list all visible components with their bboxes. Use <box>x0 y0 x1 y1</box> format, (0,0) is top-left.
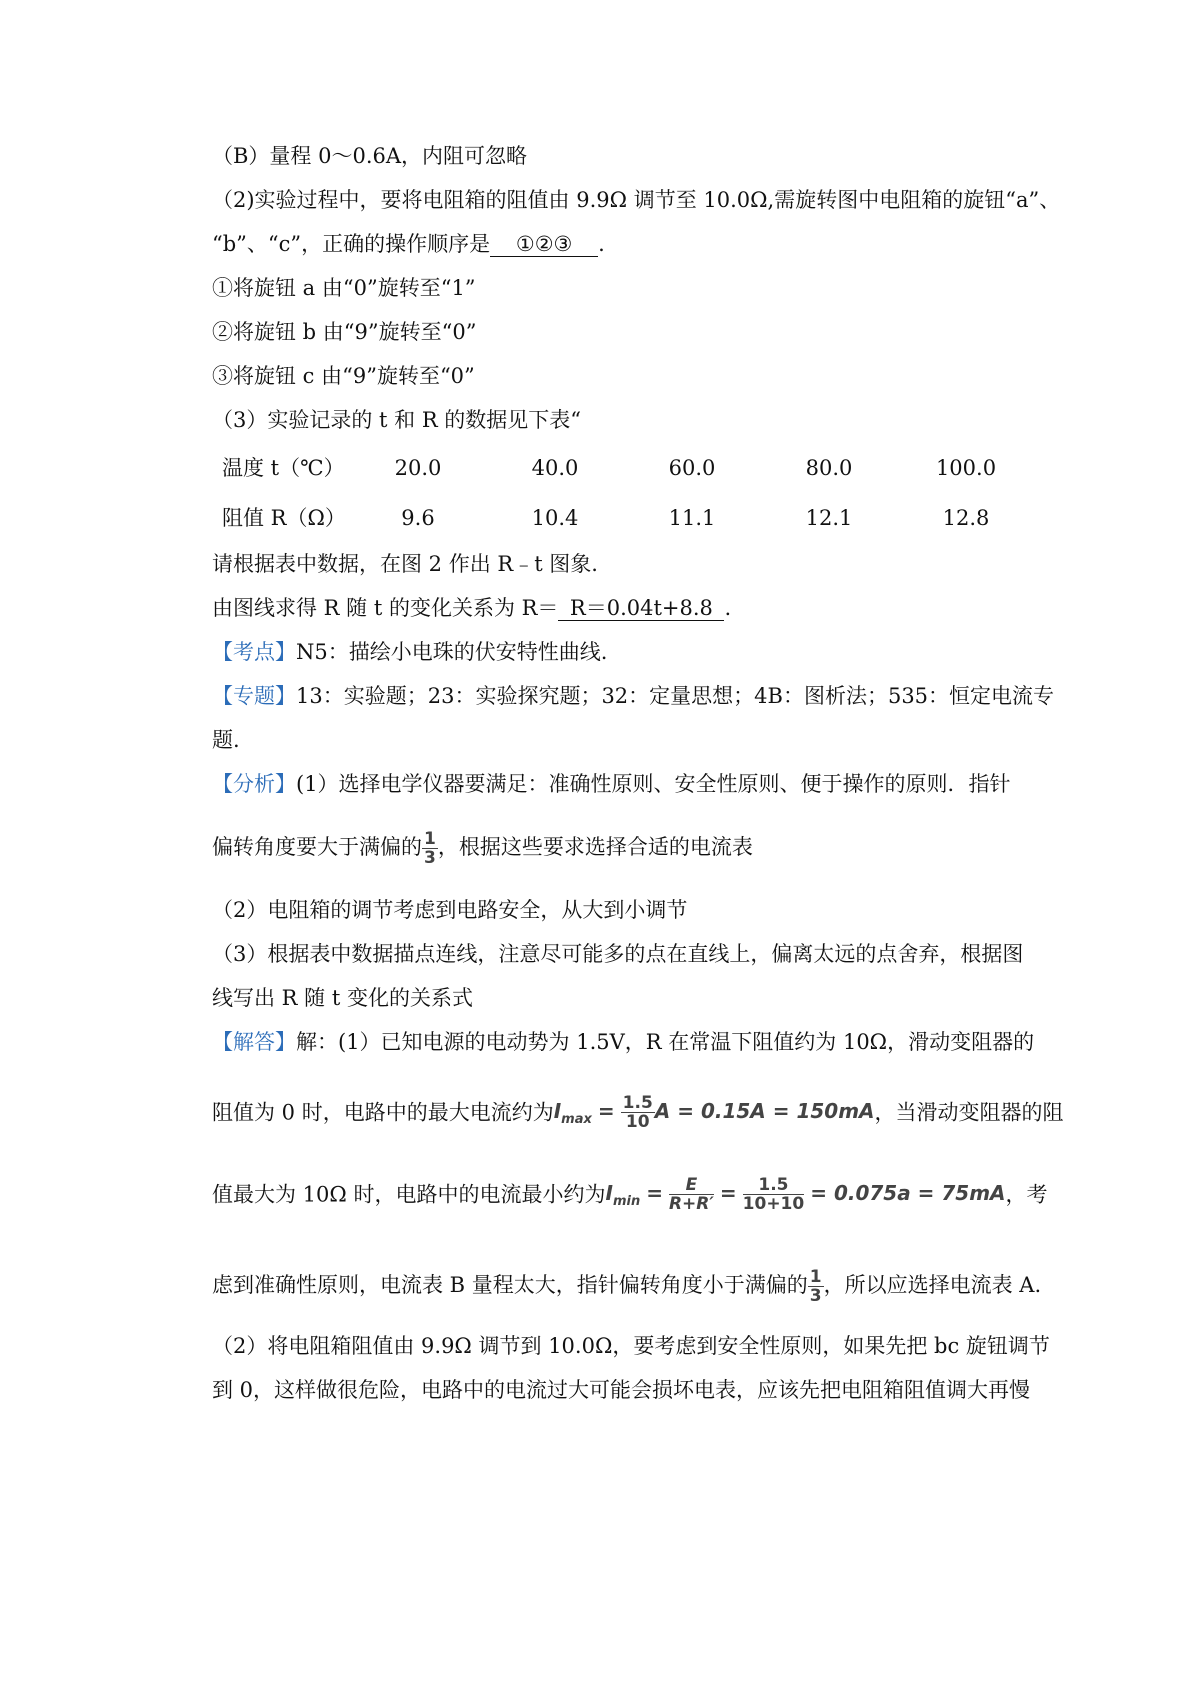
fraction-imin: $\frac{1.5}{10+10}$ <box>742 1175 805 1214</box>
table-cell: 12.1 <box>805 506 853 530</box>
formula-imax: $I_{max}$ = $\frac{1.5}{10}$ A = 0.15A = 150mA <box>553 1093 875 1132</box>
relation-prefix: 由图线求得 R 随 t 的变化关系为 R＝ <box>212 596 559 620</box>
fenxi-line-2 <box>212 830 753 867</box>
table-cell: 11.1 <box>668 506 716 530</box>
fenxi-text: (1）选择电学仪器要满足：准确性原则、安全性原则、便于操作的原则．指针 <box>296 772 1011 796</box>
zhuanti-line <box>212 682 1054 710</box>
jieda-text-3-prefix: 值最大为 10Ω 时，电路中的电流最小约为 <box>212 1182 606 1207</box>
jieda-text-3-suffix: ，考 <box>1005 1182 1048 1207</box>
fenxi-text-2-suffix: ，根据这些要求选择合适的电流表 <box>437 835 753 859</box>
kaodian-line <box>212 638 607 666</box>
table-cell: 40.0 <box>531 456 579 480</box>
question-2-answer-line <box>212 230 605 258</box>
step-1-line: ①将旋钮 a 由“0”旋转至“1” <box>212 276 476 300</box>
zhuanti-tag: 【专题】 <box>212 684 296 708</box>
relation-answer-line <box>212 594 731 622</box>
jieda-line-4 <box>212 1268 1041 1305</box>
step-2-line: ②将旋钮 b 由“9”旋转至“0” <box>212 320 477 344</box>
formula-imin: $I_{min}$ = $\frac{E}{R+R'}$ = $\frac{1.5}{10+10}$ = 0.075a = 75mA <box>605 1175 1006 1214</box>
jieda-text-4-prefix: 虑到准确性原则，电流表 B 量程太大，指针偏转角度小于满偏的 <box>212 1273 808 1297</box>
fraction-e-over-r: $\frac{E}{R+R'}$ <box>668 1175 714 1214</box>
fenxi-line-3: （2）电阻箱的调节考虑到电路安全，从大到小调节 <box>212 898 688 922</box>
jieda-line-6: 到 0，这样做很危险，电路中的电流过大可能会损坏电表，应该先把电阻箱阻值调大再慢 <box>212 1378 1031 1402</box>
table-cell: 20.0 <box>394 456 442 480</box>
kaodian-tag: 【考点】 <box>212 640 296 664</box>
fenxi-line <box>212 770 1011 798</box>
table-cell: 80.0 <box>805 456 853 480</box>
answer-prefix: “b”、“c”，正确的操作顺序是 <box>212 232 491 256</box>
jieda-line-2 <box>212 1094 1064 1134</box>
step-3-line: ③将旋钮 c 由“9”旋转至“0” <box>212 364 475 388</box>
kaodian-text: N5：描绘小电珠的伏安特性曲线. <box>296 640 608 664</box>
table-cell: 12.8 <box>942 506 990 530</box>
jieda-line <box>212 1028 1034 1056</box>
fenxi-text-2-prefix: 偏转角度要大于满偏的 <box>212 835 422 859</box>
answer-blank-relation: R＝0.04t+8.8 <box>558 596 724 621</box>
question-2-line: （2)实验过程中，要将电阻箱的阻值由 9.9Ω 调节至 10.0Ω,需旋转图中电阻箱的旋钮“a”、 <box>212 188 1061 212</box>
fraction-imax: $\frac{1.5}{10}$ <box>622 1093 653 1132</box>
table-cell: 60.0 <box>668 456 716 480</box>
fraction-one-third: $\frac{1}{3}$ <box>424 829 436 868</box>
question-3-line: （3）实验记录的 t 和 R 的数据见下表“ <box>212 408 582 432</box>
plot-instruction-line: 请根据表中数据，在图 2 作出 R﹣t 图象. <box>212 552 598 576</box>
fraction-one-third-2: $\frac{1}{3}$ <box>809 1267 822 1306</box>
jieda-line-3 <box>212 1176 1048 1216</box>
fenxi-line-5: 线写出 R 随 t 变化的关系式 <box>212 986 473 1010</box>
table-row-label-temperature: 温度 t（℃） <box>222 456 345 480</box>
zhuanti-line-2: 题. <box>212 728 240 752</box>
table-row-label-resistance: 阻值 R（Ω） <box>222 506 346 530</box>
jieda-text-2-suffix: ，当滑动变阻器的阻 <box>874 1100 1064 1125</box>
jieda-line-5: （2）将电阻箱阻值由 9.9Ω 调节到 10.0Ω，要考虑到安全性原则，如果先把 bc 旋钮调节 <box>212 1334 1050 1358</box>
jieda-text-4-suffix: ，所以应选择电流表 A. <box>823 1273 1042 1297</box>
fenxi-line-4: （3）根据表中数据描点连线，注意尽可能多的点在直线上，偏离太远的点舍弃，根据图 <box>212 942 1024 966</box>
jieda-text-2-prefix: 阻值为 0 时，电路中的最大电流约为 <box>212 1100 554 1125</box>
fenxi-tag: 【分析】 <box>212 772 296 796</box>
zhuanti-text: 13：实验题；23：实验探究题；32：定量思想；4B：图析法；535：恒定电流专 <box>296 684 1055 708</box>
relation-suffix: . <box>724 596 732 620</box>
answer-blank-order: ①②③ <box>490 232 598 257</box>
table-cell: 10.4 <box>531 506 579 530</box>
table-cell: 100.0 <box>935 456 997 480</box>
answer-suffix: . <box>598 232 605 256</box>
option-b-line: （B）量程 0～0.6A，内阻可忽略 <box>212 144 528 168</box>
table-cell: 9.6 <box>401 506 435 530</box>
jieda-text: 解：(1）已知电源的电动势为 1.5V，R 在常温下阻值约为 10Ω，滑动变阻器的 <box>296 1030 1035 1054</box>
jieda-tag: 【解答】 <box>212 1030 296 1054</box>
